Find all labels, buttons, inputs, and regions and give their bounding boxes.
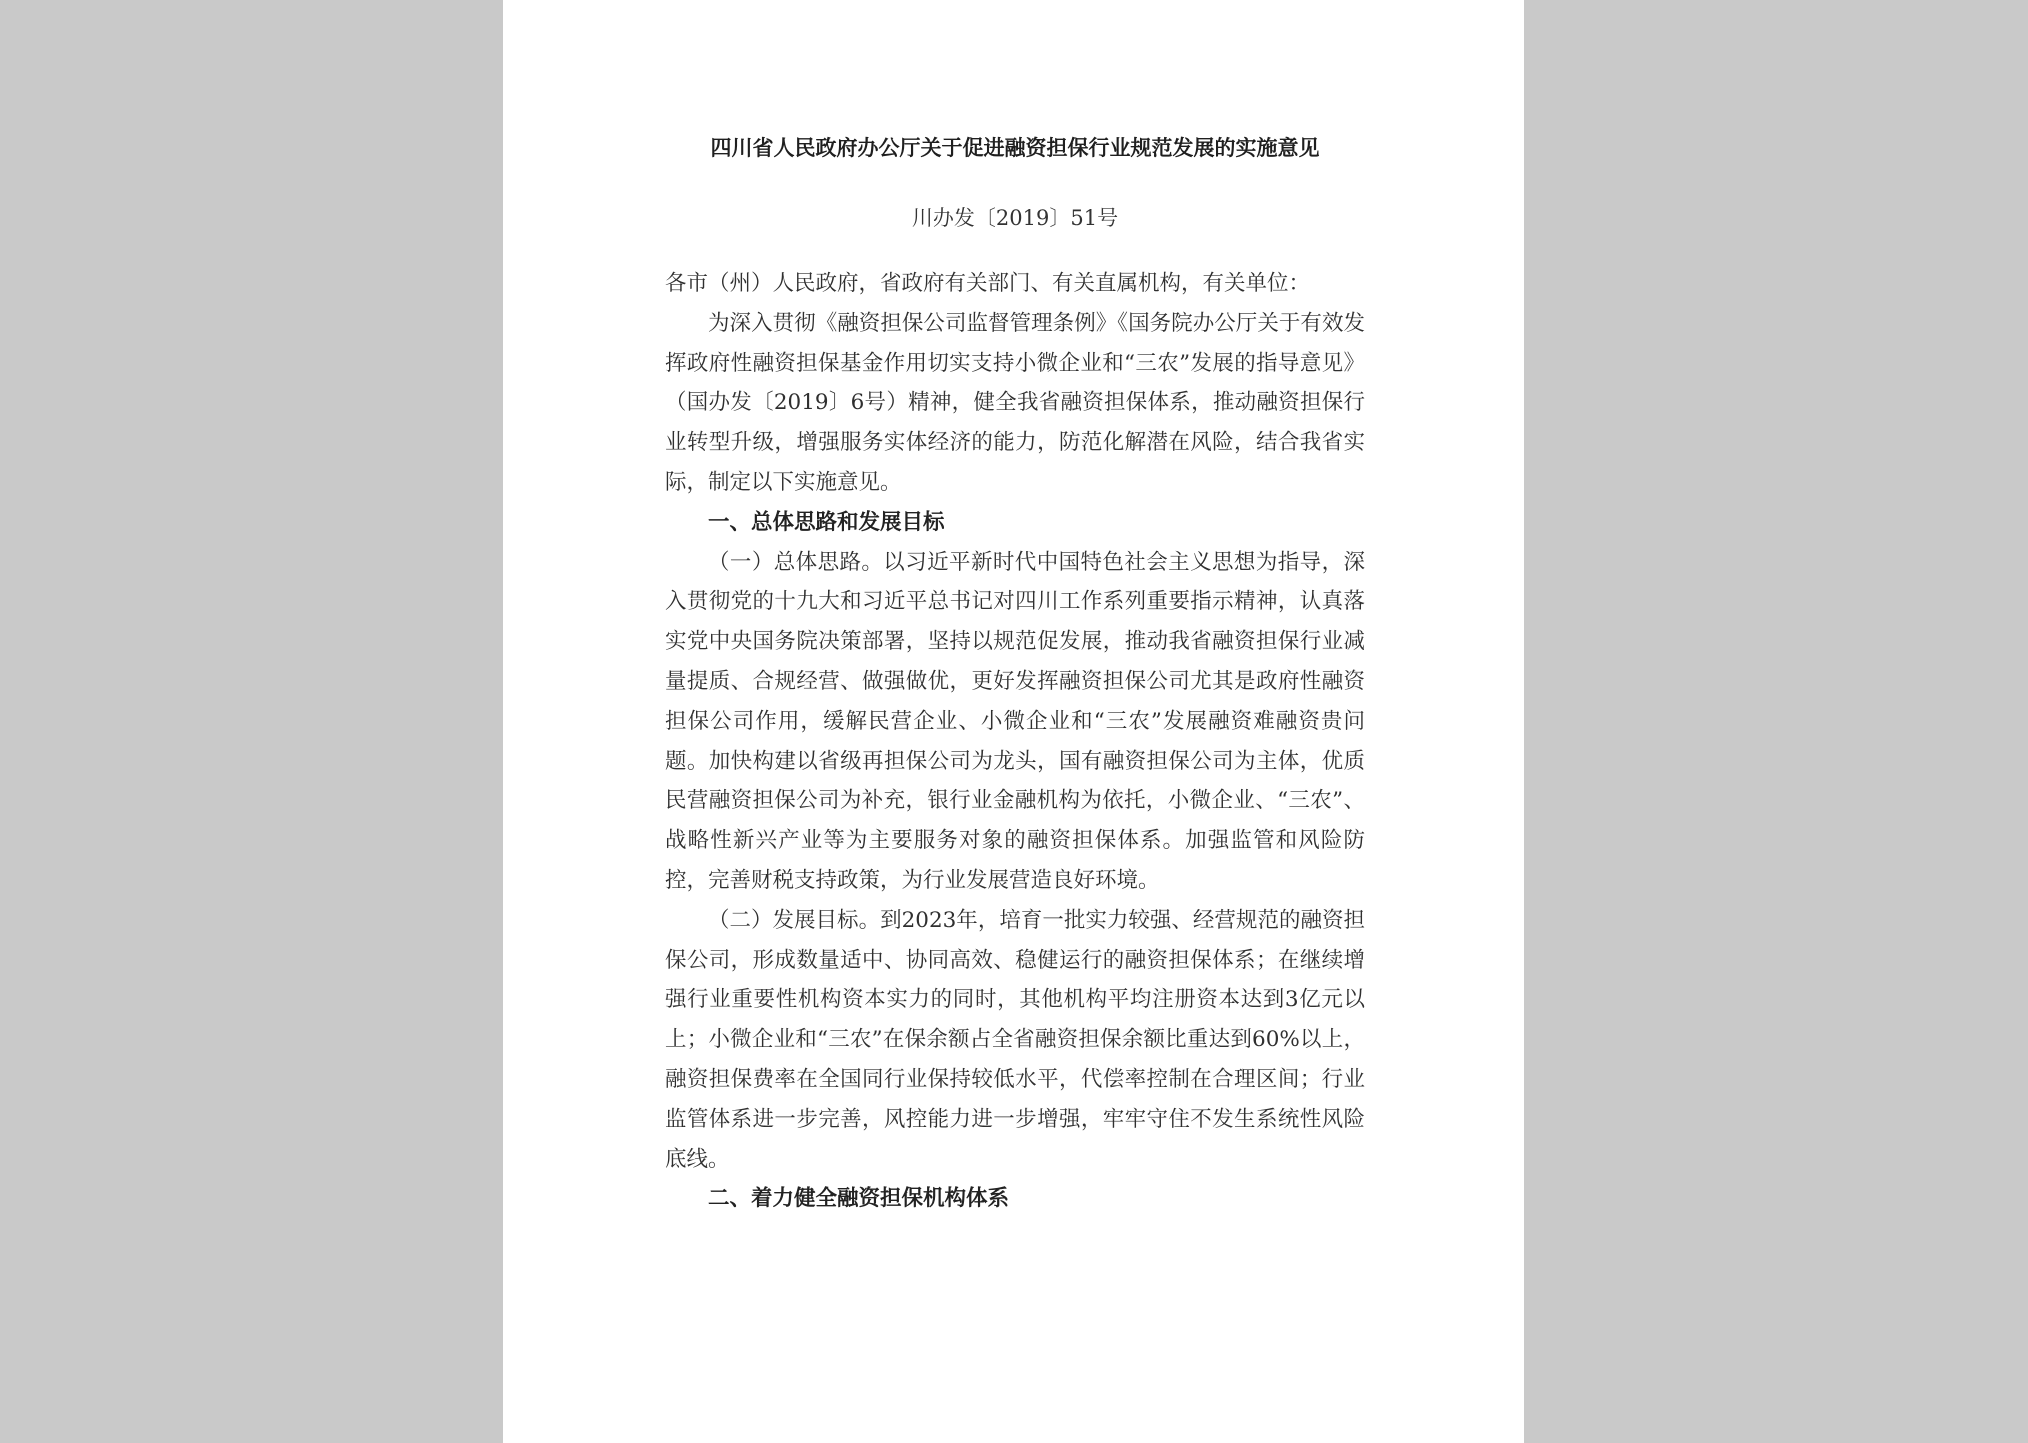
salutation: 各市（州）人民政府，省政府有关部门、有关直属机构，有关单位：: [665, 271, 1311, 296]
section-1-heading: 一、总体思路和发展目标: [708, 509, 945, 535]
section-1-paragraph-2: （二）发展目标。到2023年，培育一批实力较强、经营规范的融资担保公司，形成数量适中、协同高效、稳健运行的融资担保体系；在继续增强行业重要性机构资本实力的同时，其他机构平均注册资本达到3亿元以上；小微企业和“三农”在保余额占全省融资担保余额比重达到60%以上，融资担保费率在全国同行业保持较低水平，代偿率控制在合理区间；行业监管体系进一步完善，风控能力进一步增强，牢牢守住不发生系统性风险底线。: [665, 907, 1365, 1172]
document-title: 四川省人民政府办公厅关于促进融资担保行业规范发展的实施意见: [710, 135, 1320, 160]
intro-paragraph: 为深入贯彻《融资担保公司监督管理条例》《国务院办公厅关于有效发挥政府性融资担保基金作用切实支持小微企业和“三农”发展的指导意见》（国办发〔2019〕6号）精神，健全我省融资担保体系，推动融资担保行业转型升级，增强服务实体经济的能力，防范化解潜在风险，结合我省实际，制定以下实施意见。: [665, 310, 1365, 495]
section-1-paragraph-1: （一）总体思路。以习近平新时代中国特色社会主义思想为指导，深入贯彻党的十九大和习近平总书记对四川工作系列重要指示精神，认真落实党中央国务院决策部署，坚持以规范促发展，推动我省融资担保行业减量提质、合规经营、做强做优，更好发挥融资担保公司尤其是政府性融资担保公司作用，缓解民营企业、小微企业和“三农”发展融资难融资贵问题。加快构建以省级再担保公司为龙头，国有融资担保公司为主体，优质民营融资担保公司为补充，银行业金融机构为依托，小微企业、“三农”、战略性新兴产业等为主要服务对象的融资担保体系。加强监管和风险防控，完善财税支持政策，为行业发展营造良好环境。: [665, 549, 1365, 893]
document-number: 川办发〔2019〕51号: [911, 206, 1119, 230]
page-content: [665, 128, 1365, 1219]
document-page: [503, 0, 1524, 1443]
section-2-heading: 二、着力健全融资担保机构体系: [708, 1186, 1010, 1212]
